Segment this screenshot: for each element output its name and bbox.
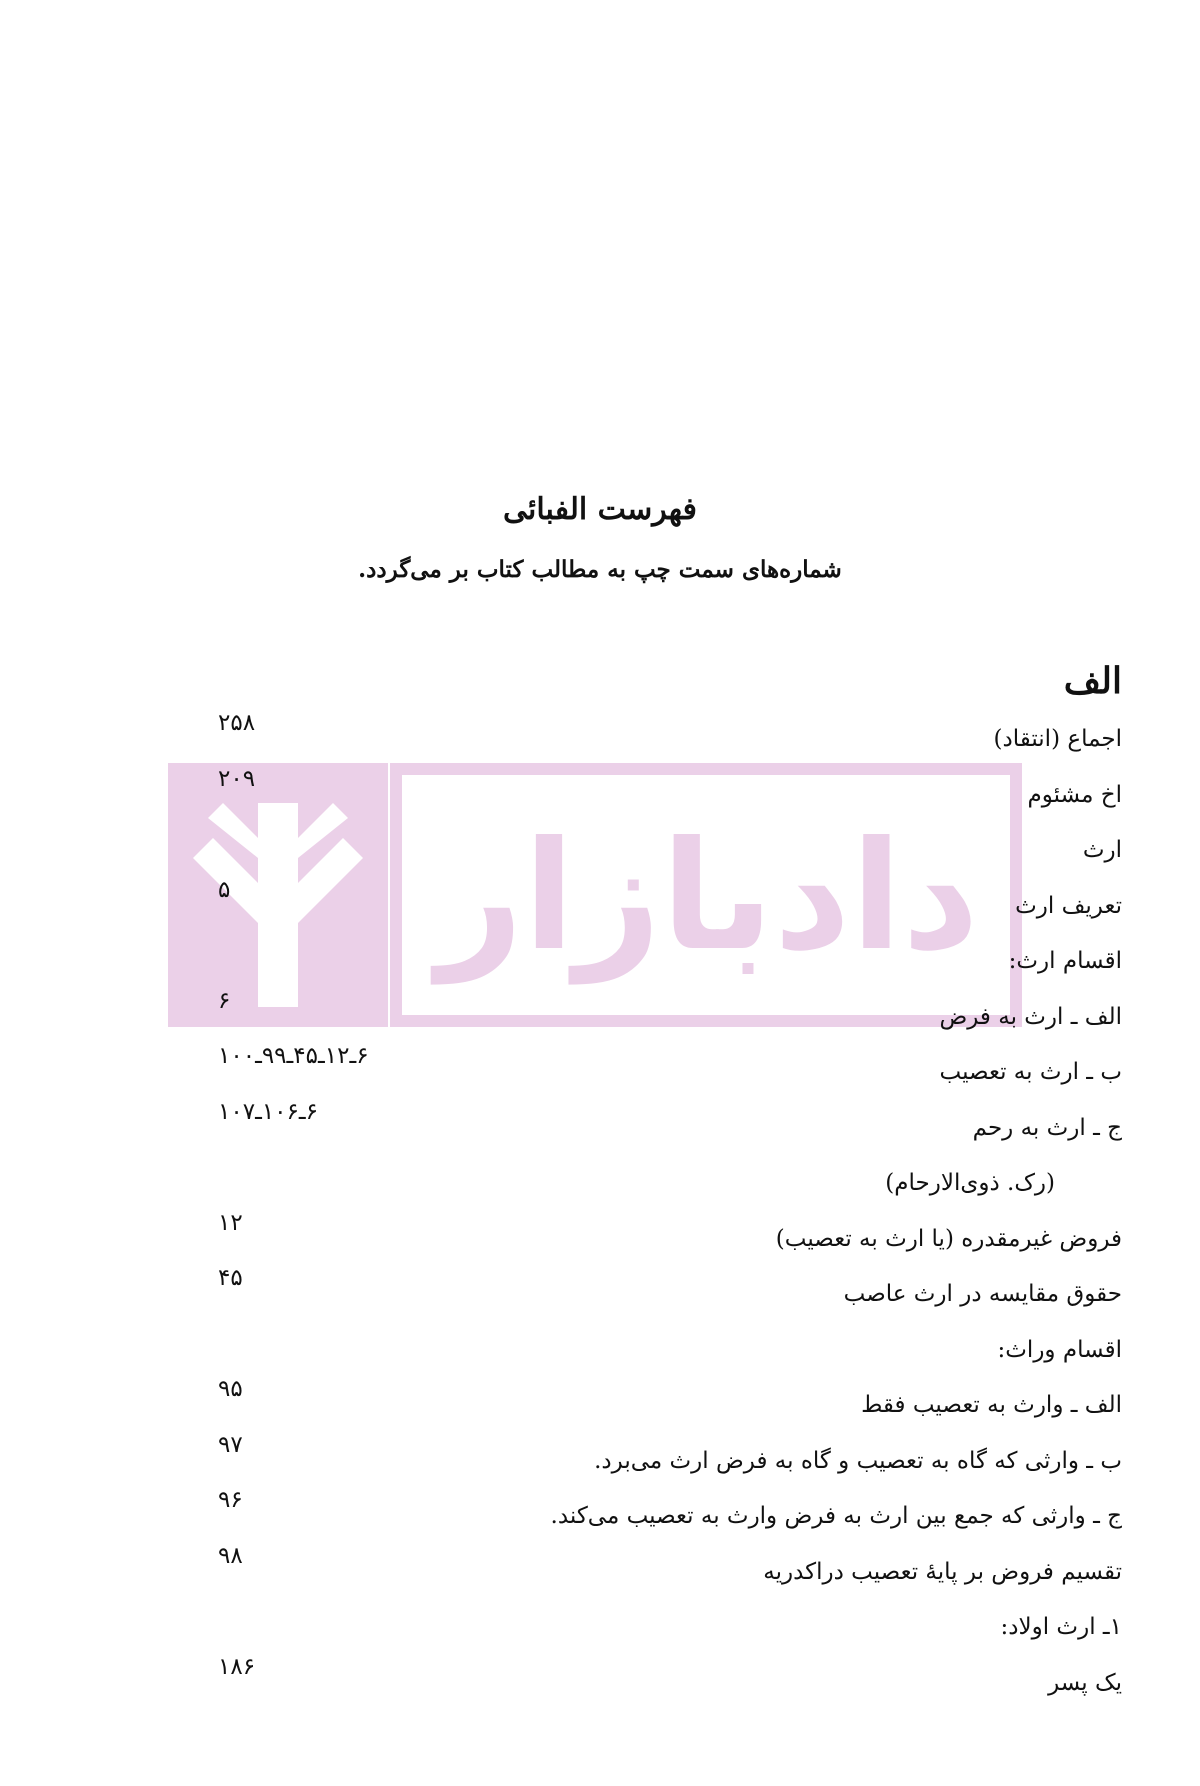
index-entry — [0, 1265, 1200, 1321]
index-entry-pages: ۶ — [218, 987, 231, 1014]
section-heading-alef: الف — [1063, 660, 1122, 702]
index-entry-text: ج ـ وارثی که جمع بین ارث به فرض وارث به تعصیب می‌کند. — [550, 1503, 1122, 1529]
index-entry-pages: ۲۵۸ — [218, 710, 256, 736]
index-entry-text: ارث — [1082, 837, 1122, 863]
index-entry — [0, 710, 1200, 766]
index-entry — [0, 1598, 1200, 1654]
index-entry-text: ج ـ ارث به رحم — [972, 1114, 1122, 1141]
index-entry — [0, 1043, 1200, 1099]
index-entry — [0, 1543, 1200, 1599]
index-entry-pages: ۱۲ — [218, 1209, 243, 1236]
index-entry-pages: ۴۵ — [218, 1265, 243, 1291]
index-entry-pages: ۵ — [218, 876, 231, 903]
index-entry — [0, 1654, 1200, 1710]
index-entry-pages: ۹۶ — [218, 1487, 243, 1513]
index-entry-text: اقسام وراث: — [997, 1336, 1122, 1363]
index-entry-text: تعریف ارث — [1015, 892, 1122, 919]
index-entry — [0, 877, 1200, 933]
index-entry-text: حقوق مقایسه در ارث عاصب — [843, 1281, 1122, 1307]
index-entry-text: ب ـ ارث به تعصیب — [939, 1059, 1122, 1085]
index-entry-text: اقسام ارث: — [1008, 948, 1122, 974]
index-entry-pages: ۲۰۹ — [218, 765, 256, 792]
page-subtitle: شماره‌های سمت چپ به مطالب کتاب بر می‌گردد. — [358, 556, 842, 583]
index-entry-pages: ۶ـ۱۰۶ـ۱۰۷ — [218, 1098, 318, 1125]
index-entry — [0, 821, 1200, 877]
index-entry-pages: ۱۸۶ — [218, 1653, 256, 1680]
watermark-text: دادبازار — [436, 810, 980, 984]
index-entry — [0, 1154, 1200, 1210]
index-entry-text: ۱ـ ارث اولاد: — [1000, 1614, 1122, 1640]
index-entry-text: اخ مشئوم — [1027, 781, 1122, 808]
index-entry — [0, 766, 1200, 822]
index-entry-text: الف ـ وارث به تعصیب فقط — [861, 1392, 1122, 1418]
index-entry — [0, 932, 1200, 988]
index-entry — [0, 1210, 1200, 1266]
page-title: فهرست الفبائی — [503, 492, 697, 527]
index-entry — [0, 1487, 1200, 1543]
index-entry-text: اجماع (انتقاد) — [993, 726, 1122, 752]
index-entry — [0, 1432, 1200, 1488]
index-entry — [0, 1376, 1200, 1432]
index-entry-text: (رک. ذوی‌الارحام) — [885, 1170, 1055, 1196]
index-entry-text: الف ـ ارث به فرض — [939, 1003, 1122, 1030]
index-entry-text: ب ـ وارثی که گاه به تعصیب و گاه به فرض ارث می‌برد. — [594, 1447, 1122, 1474]
index-entry-text: یک پسر — [1048, 1669, 1122, 1696]
index-entry-list — [0, 710, 1200, 1709]
index-entry-text: فروض غیرمقدره (یا ارث به تعصیب) — [775, 1225, 1122, 1252]
index-entry — [0, 1099, 1200, 1155]
index-entry-pages: ۹۵ — [218, 1376, 243, 1402]
index-entry-pages: ۹۸ — [218, 1542, 243, 1569]
index-entry-pages: ۶ـ۱۲ـ۴۵ـ۹۹ـ۱۰۰ — [218, 1043, 369, 1069]
index-entry-pages: ۹۷ — [218, 1431, 243, 1458]
index-entry — [0, 1321, 1200, 1377]
index-entry-text: تقسیم فروض بر پایهٔ تعصیب دراکدریه — [763, 1558, 1122, 1585]
index-entry — [0, 988, 1200, 1044]
